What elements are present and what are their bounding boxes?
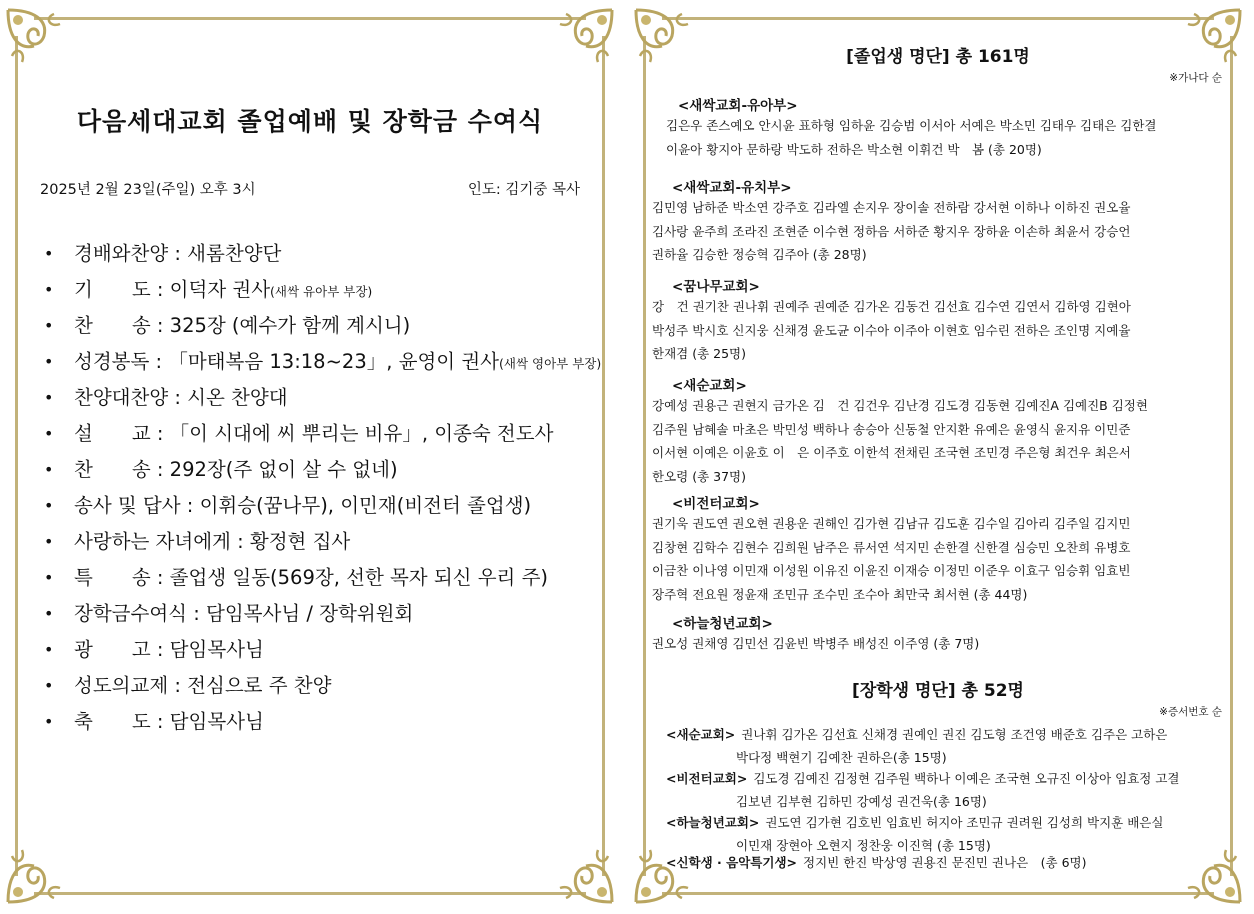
name-line: 강예성 권용근 권현지 금가온 김 건 김건우 김난경 김도경 김동현 김예진A 김예진B 김정현: [652, 398, 1148, 413]
order-item-value: 황정현 집사: [249, 530, 351, 553]
order-item-value: 담임목사님: [169, 638, 264, 661]
name-line: 이윤아 황지아 문하랑 박도하 전하은 박소현 이휘건 박 봄 (총 20명): [666, 141, 1042, 157]
name-line: 이서현 이예은 이윤호 이 은 이주호 이한석 전채린 조국현 조민경 주은형 최건우 최은서: [652, 445, 1131, 460]
order-item-note: (새싹 유아부 부장): [270, 284, 373, 299]
order-item: [42, 704, 602, 740]
order-item-separator: :: [150, 278, 170, 301]
order-item: [42, 452, 602, 488]
scholar-names: 박다정 백현기 김예찬 권하은(총 15명): [736, 749, 947, 765]
scholar-group: [666, 852, 1226, 875]
order-item: [42, 308, 602, 344]
name-line: 김사랑 윤주희 조라진 조현준 이수현 정하음 서하준 황지우 장하윤 이손하 최윤서 강승언: [652, 223, 1131, 239]
name-line: 박성주 박시호 신지웅 신채경 윤도균 이수아 이주아 이현호 임수린 전하은 조인명 지예율: [652, 322, 1131, 338]
name-line: 김은우 존스예오 안시윤 표하형 임하윤 김승범 이서아 서예은 박소민 김태우 김태은 김한결: [666, 118, 1157, 133]
order-item-separator: :: [150, 710, 170, 733]
order-item-separator: :: [180, 494, 200, 517]
name-line: 한오령 (총 37명): [652, 468, 746, 484]
group-names: [652, 632, 1192, 656]
order-item-value: 새롬찬양단: [187, 242, 282, 265]
roster-page: [632, 6, 1244, 906]
order-item-label: 찬 송: [74, 314, 151, 337]
order-item: [42, 596, 602, 632]
order-item-separator: :: [168, 674, 188, 697]
officiant: 인도: 김기중 목사: [467, 182, 580, 198]
order-item-label: 특 송: [74, 566, 151, 589]
order-item: [42, 560, 602, 596]
order-item-label: 찬양대찬양: [74, 386, 169, 409]
scholar-group: [666, 768, 1226, 813]
order-item-value: 시온 찬양대: [187, 386, 288, 409]
order-item-separator: :: [150, 422, 170, 445]
page-title: 다음세대교회 졸업예배 및 장학금 수여식: [76, 107, 544, 136]
graduates-sort-note: ※가나다 순: [1169, 72, 1222, 84]
order-item-separator: :: [149, 350, 169, 373]
order-item-label: 찬 송: [74, 458, 151, 481]
order-item-separator: :: [230, 530, 250, 553]
order-item-separator: :: [150, 566, 170, 589]
order-item: [42, 236, 602, 272]
scholar-names: 권도연 김가현 김호빈 임효빈 허지아 조민규 권려원 김성희 박지훈 배은실: [765, 815, 1164, 830]
order-item-label: 기 도: [74, 278, 151, 301]
order-item-label: 사랑하는 자녀에게: [74, 530, 231, 553]
order-item-value: 담임목사님: [169, 710, 264, 733]
group-title: <새순교회>: [672, 378, 747, 394]
order-item-value: 이휘승(꿈나무), 이민재(비전터 졸업생): [199, 494, 532, 517]
order-item-note: (새싹 영아부 부장): [499, 356, 602, 371]
order-item-value: 졸업생 일동(569장, 선한 목자 되신 우리 주): [169, 566, 549, 589]
order-item-value: 325장 (예수가 함께 계시니): [169, 314, 411, 337]
group-names: [652, 512, 1192, 606]
scholar-names: 정지빈 한진 박상영 권용진 문진민 권나은 (총 6명): [803, 855, 1087, 870]
scholar-group: [666, 724, 1226, 769]
order-item: [42, 668, 602, 704]
name-line: 권하율 김승한 정승혁 김주아 (총 28명): [652, 247, 867, 262]
corner-ornament-icon: [546, 836, 616, 906]
order-item-value: 292장(주 없이 살 수 없네): [169, 458, 398, 481]
name-line: 한재겸 (총 25명): [652, 346, 746, 361]
graduates-title: [졸업생 명단] 총 161명: [846, 47, 1030, 67]
group-title: <꿈나무교회>: [672, 279, 760, 295]
scholarship-sort-note: ※증서번호 순: [1159, 706, 1222, 718]
order-item: [42, 632, 602, 668]
name-line: 김민영 남하준 박소연 강주호 김라엘 손지우 장이솔 전하람 강서현 이하나 이하진 권오율: [652, 200, 1131, 215]
order-of-service: [42, 236, 602, 740]
order-item-label: 성도의교제: [74, 674, 169, 697]
corner-ornament-icon: [4, 836, 74, 906]
scholarship-title: [장학생 명단] 총 52명: [852, 681, 1024, 701]
order-item-label: 성경봉독: [74, 350, 150, 373]
service-date-line: [40, 178, 580, 199]
scholar-group-name: <비전터교회>: [666, 771, 748, 786]
corner-ornament-icon: [546, 6, 616, 76]
order-item-separator: :: [187, 602, 206, 625]
corner-ornament-icon: [4, 6, 74, 76]
order-item-separator: :: [168, 242, 188, 265]
name-line: 권오성 권채영 김민선 김윤빈 박병주 배성진 이주영 (총 7명): [652, 636, 980, 651]
order-item-value: 이덕자 권사: [169, 278, 271, 301]
order-item-separator: :: [168, 386, 188, 409]
scholar-group: [666, 812, 1226, 857]
name-line: 김창현 김학수 김현수 김희원 남주은 류서연 석지민 손한결 신한결 심승민 오찬희 유병호: [652, 539, 1131, 555]
scholar-names: 김도경 김예진 김정현 김주원 백하나 이예은 조국현 오규진 이상아 임효정 고결: [753, 771, 1180, 786]
order-item-label: 광 고: [74, 638, 151, 661]
scholar-group-name: <신학생 · 음악특기생>: [666, 855, 797, 870]
order-item: [42, 272, 602, 308]
group-title: <비전터교회>: [672, 496, 760, 512]
name-line: 김주원 남혜솔 마초은 박민성 백하나 송승아 신동철 안지환 유예은 윤영식 윤지유 이민준: [652, 421, 1131, 437]
scholar-group-name: <새순교회>: [666, 727, 736, 742]
name-line: 강 건 권기찬 권나휘 권예주 권예준 김가온 김동건 김선효 김수연 김연서 김하영 김현아: [652, 299, 1131, 314]
scholar-names: 김보년 김부현 김하민 강예성 권건욱(총 16명): [736, 793, 987, 809]
group-names: [652, 295, 1192, 366]
order-item-value: 전심으로 주 찬양: [187, 674, 332, 697]
order-item-label: 장학금수여식: [74, 602, 188, 625]
group-names: [652, 196, 1192, 267]
order-item-separator: :: [150, 638, 170, 661]
name-line: 장주혁 전요원 정윤재 조민규 조수민 조수아 최만국 최서현 (총 44명): [652, 586, 1028, 602]
order-item: [42, 380, 602, 416]
order-item-value: 「이 시대에 씨 뿌리는 비유」, 이종숙 전도사: [169, 422, 554, 445]
group-title: <하늘청년교회>: [672, 616, 773, 632]
order-item-label: 경배와찬양: [74, 242, 169, 265]
order-item: [42, 416, 602, 452]
scholar-names: 권나휘 김가온 김선효 신채경 권예인 권진 김도형 조건영 배준호 김주은 고하은: [741, 727, 1168, 742]
group-title: <새싹교회-유아부>: [678, 98, 798, 114]
group-title: <새싹교회-유치부>: [672, 180, 792, 196]
order-item-value: 담임목사님 / 장학위원회: [206, 602, 414, 625]
service-date: 2025년 2월 23일(주일) 오후 3시: [40, 182, 256, 198]
scholar-names: 이민재 장현아 오현지 정찬웅 이진혁 (총 15명): [736, 837, 991, 853]
order-item-separator: :: [150, 314, 170, 337]
name-line: 이금찬 이나영 이민재 이성원 이유진 이윤진 이재승 이정민 이준우 이효구 임승휘 임효빈: [652, 563, 1131, 578]
scholar-group-name: <하늘청년교회>: [666, 815, 760, 830]
order-item-label: 송사 및 답사: [74, 494, 181, 517]
order-item: [42, 524, 602, 560]
name-line: 권기욱 권도연 권오현 권용운 권해인 김가현 김남규 김도훈 김수일 김아리 김주일 김지민: [652, 516, 1131, 531]
group-names: [652, 394, 1192, 488]
order-item-label: 축 도: [74, 710, 151, 733]
order-item-value: 「마태복음 13:18~23」, 윤영이 권사: [168, 350, 500, 373]
order-item: [42, 344, 602, 380]
group-names: [666, 114, 1206, 161]
program-page: [4, 6, 616, 906]
order-item: [42, 488, 602, 524]
order-item-separator: :: [150, 458, 170, 481]
order-item-label: 설 교: [74, 422, 151, 445]
